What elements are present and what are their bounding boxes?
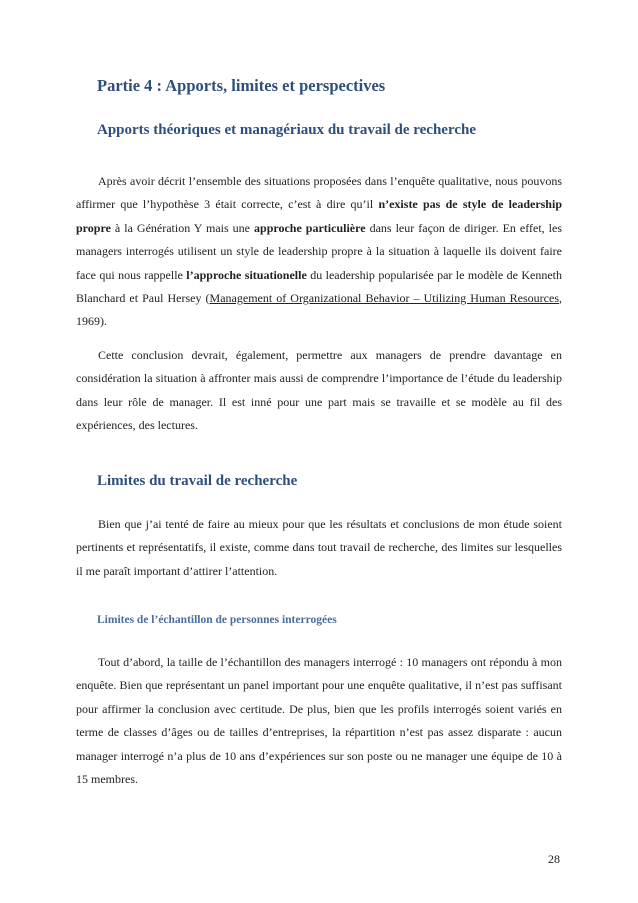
text-run: Bien que j’ai tenté de faire au mieux pour que les résultats et conclusions de mon étude soient pertinents et représentatifs, il existe, comme dans tout travail de recherche, des limites sur lesquelles il me paraît important d’attirer l’attention.	[76, 517, 562, 578]
paragraph-echantillon-1	[76, 651, 562, 791]
reference-title: Management of Organizational Behavior – Utilizing Human Resources	[209, 291, 559, 306]
text-run: Cette conclusion devrait, également, permettre aux managers de prendre davantage en considération la situation à affronter mais aussi de comprendre l’importance de l’étude du leadership dans leur rôle de manager. Il est inné pour une part mais se travaille et se modèle au fil des expériences, des lectures.	[76, 348, 562, 433]
paragraph-apports-1	[76, 170, 562, 334]
text-run: Tout d’abord, la taille de l’échantillon des managers interrogé : 10 managers ont répondu à mon enquête. Bien que représentant un panel important pour une enquête qualitative, il n’est pas suffisant pour affirmer la conclusion avec certitude. De plus, bien que les profils interrogés soient variés en terme de classes d’âges ou de tailles d’entreprises, la répartition n’est pas assez disparate : aucun manager interrogé n’a plus de 10 ans d’expériences sur son poste ou ne manager une équipe de 10 à 15 membres.	[76, 655, 562, 787]
bold-run: n’existe pas de style de leadership propre	[76, 197, 562, 235]
text-run: Après avoir décrit l’ensemble des situations proposées dans l’enquête qualitative, nous pouvons affirmer que l’hypothèse 3 était correcte, c’est à dire qu’il	[76, 174, 562, 212]
paragraph-apports-2	[76, 344, 562, 438]
part-title: Partie 4 : Apports, limites et perspectives	[97, 76, 386, 95]
text-run: du leadership popularisée par le modèle de Kenneth Blanchard et Paul Hersey (	[76, 267, 562, 306]
bold-run: approche particulière	[254, 220, 366, 235]
text-run: dans leur façon de diriger. En effet, les managers interrogés utilisent un style de leadership propre à la situation à laquelle ils doivent faire face qui nous rappelle	[76, 220, 563, 282]
section-title-limites: Limites du travail de recherche	[97, 473, 298, 489]
text-run: à la Génération Y mais une	[110, 220, 255, 235]
subsection-title-echantillon: Limites de l’échantillon de personnes interrogées	[97, 614, 337, 626]
bold-run: l’approche situationelle	[186, 267, 307, 282]
paragraph-limites-1	[76, 513, 562, 583]
text-run: , 1969).	[76, 291, 562, 329]
section-title-apports: Apports théoriques et managériaux du travail de recherche	[97, 122, 476, 138]
page-number: 28	[548, 852, 560, 866]
